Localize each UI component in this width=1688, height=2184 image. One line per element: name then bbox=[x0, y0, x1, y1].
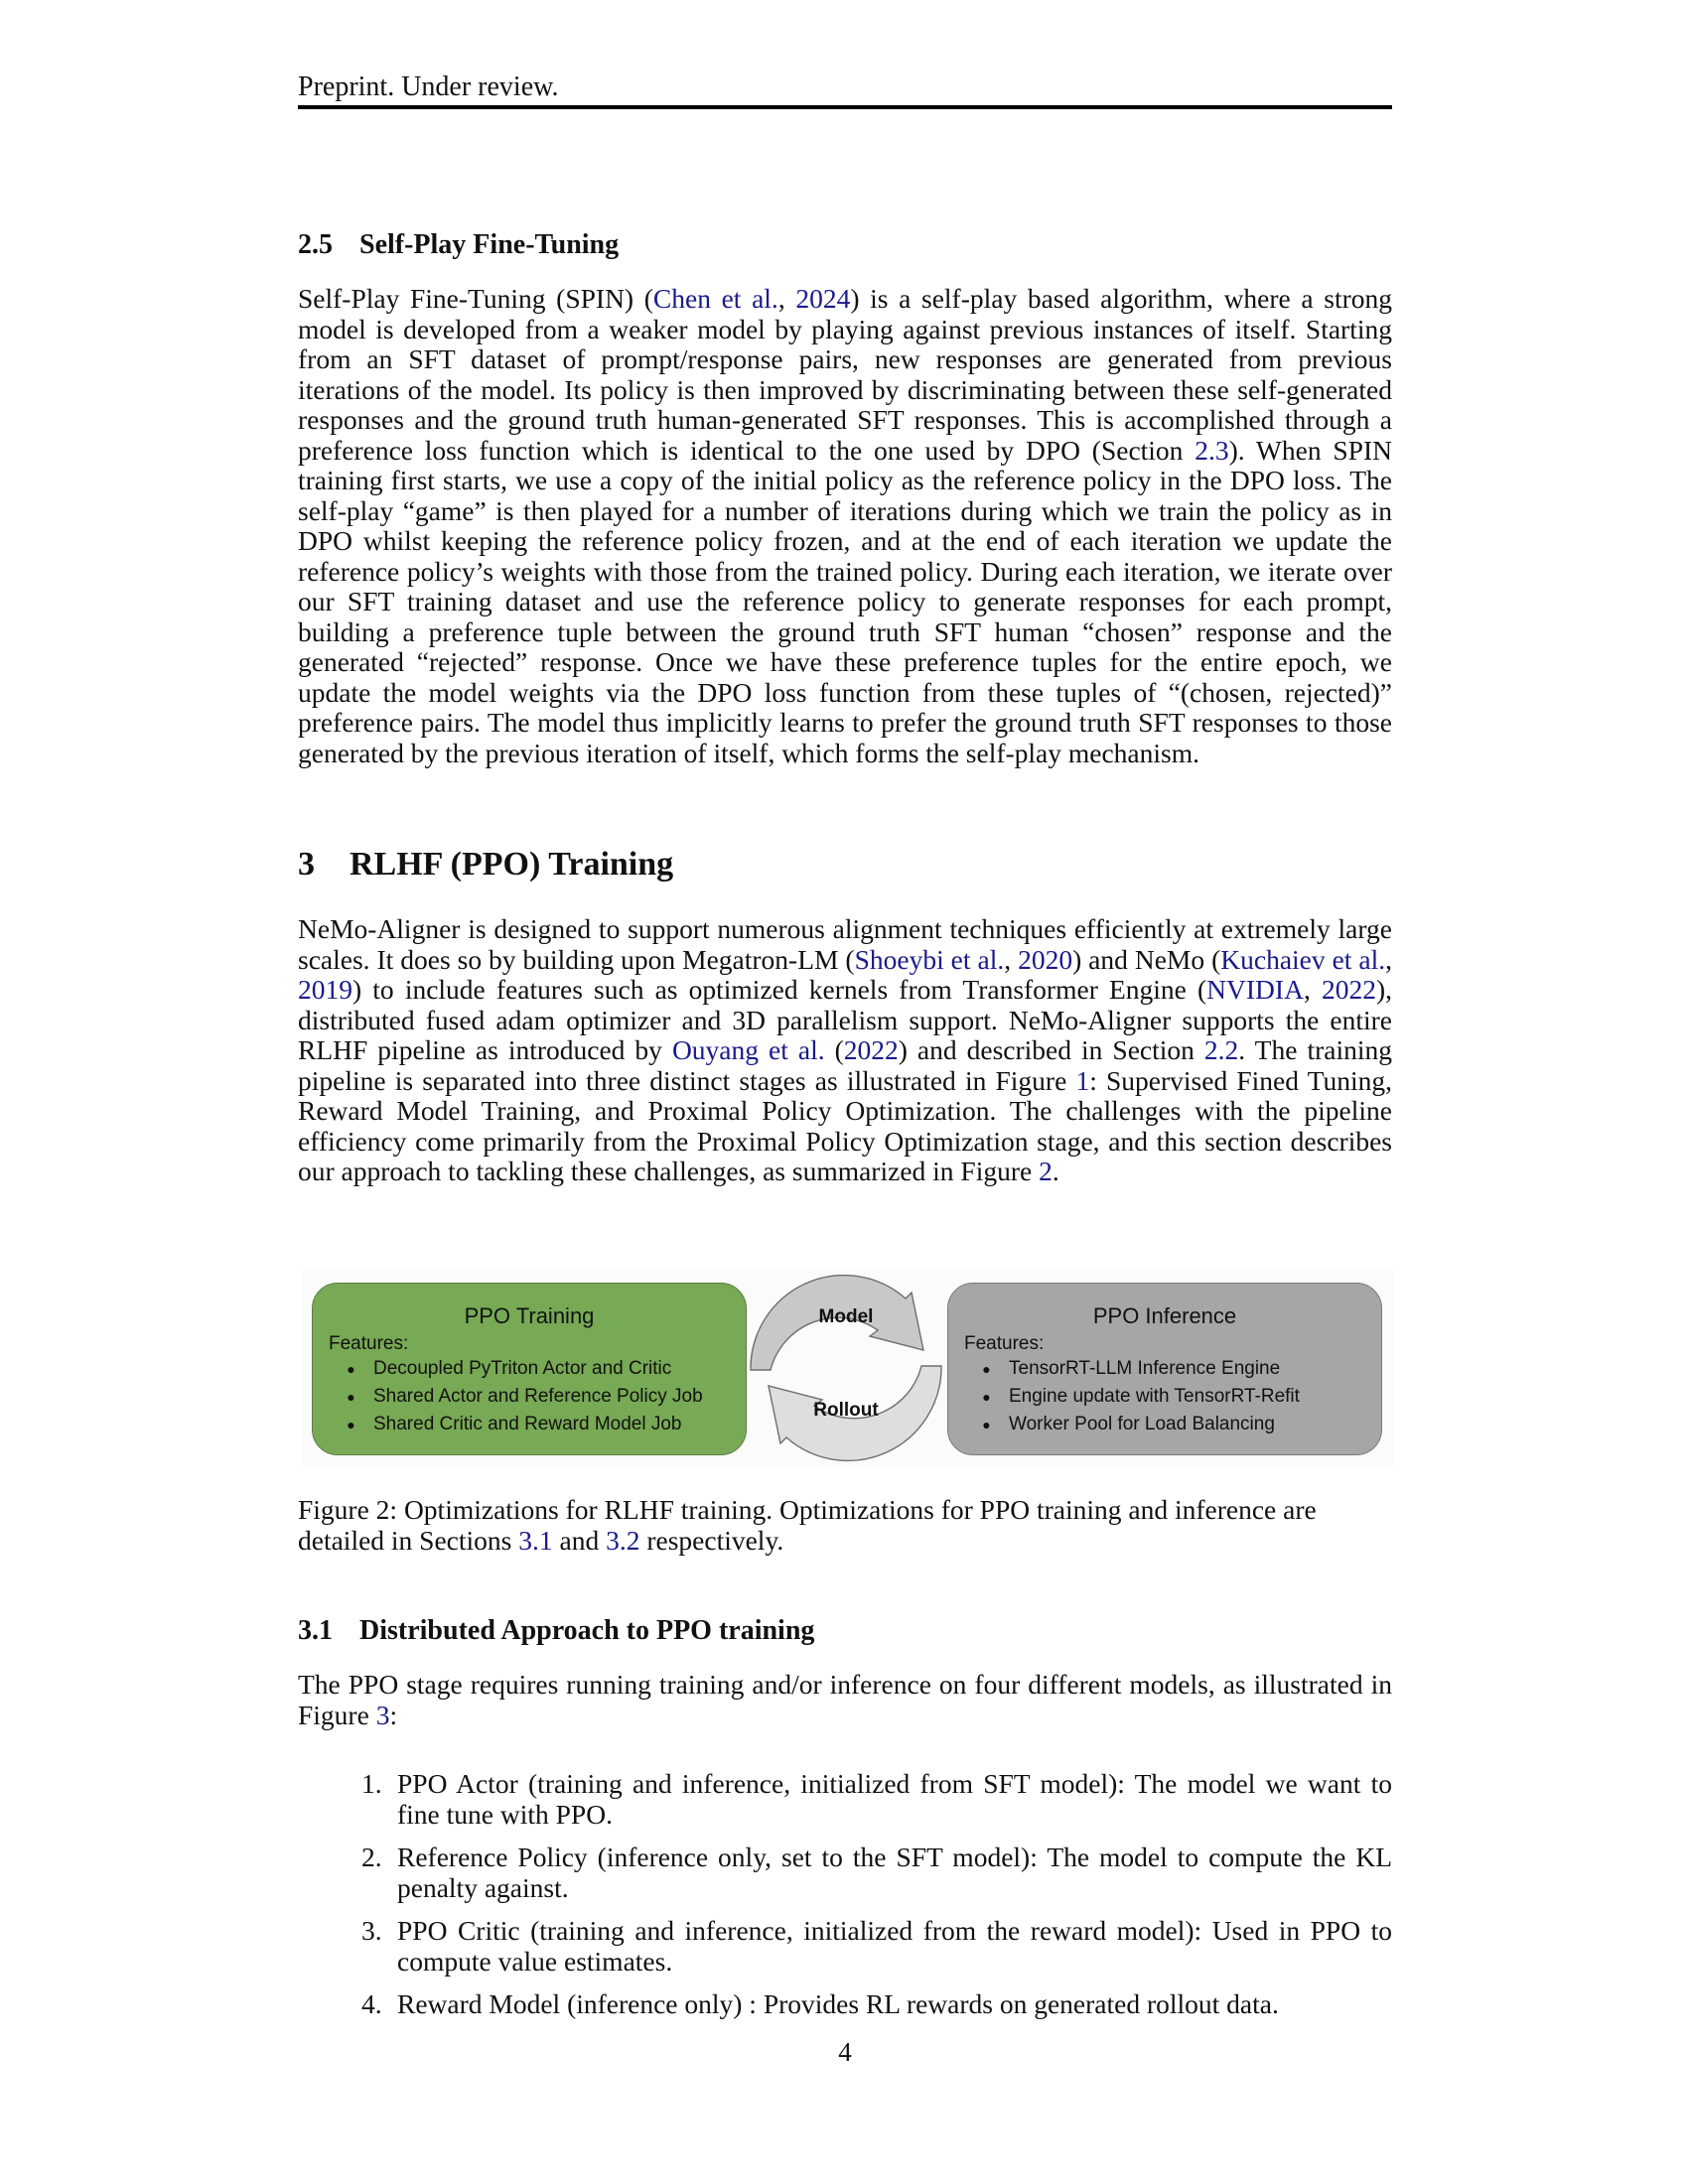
bullet-icon: ● bbox=[347, 1389, 355, 1405]
ppo-training-title: PPO Training bbox=[464, 1303, 595, 1328]
citation-link[interactable]: 2.2 bbox=[1203, 1034, 1239, 1065]
subsection-title: Distributed Approach to PPO training bbox=[359, 1615, 815, 1646]
figure-2-caption: Figure 2: Optimizations for RLHF training. Optimizations for PPO training and inference are detailed in Sections 3.1 and 3.2 respectively. bbox=[298, 1494, 1317, 1556]
citation-link[interactable]: 2022 bbox=[1321, 974, 1376, 1005]
citation-link[interactable]: Chen et al. bbox=[652, 283, 778, 314]
inference-features-list bbox=[964, 1355, 1300, 1438]
subsection-title: Self-Play Fine-Tuning bbox=[359, 229, 620, 260]
list-item: 4. Reward Model (inference only) : Provides RL rewards on generated rollout data. bbox=[361, 1988, 1279, 2019]
model-list bbox=[298, 1769, 1392, 2033]
bullet-icon: ● bbox=[347, 1361, 355, 1377]
citation-link[interactable]: Ouyang et al. bbox=[671, 1034, 825, 1065]
ppo-stage-paragraph: The PPO stage requires running training and/or inference on four different models, as illustrated in Figure 3: bbox=[298, 1669, 1392, 1730]
figure-2-diagram bbox=[302, 1269, 1394, 1467]
model-rollout-cycle bbox=[747, 1271, 945, 1465]
citation-link[interactable]: 2024 bbox=[795, 283, 851, 314]
citation-link[interactable]: 3.1 bbox=[518, 1524, 553, 1556]
page-number: 4 bbox=[838, 2037, 852, 2067]
training-features-list bbox=[329, 1355, 703, 1438]
subsection-number: 2.5 bbox=[298, 229, 333, 260]
list-item: 2. Reference Policy (inference only, set to the SFT model): The model to compute the KL penalty against. bbox=[361, 1842, 1392, 1903]
citation-link[interactable]: Kuchaiev et al. bbox=[1220, 943, 1386, 975]
subsection-heading-2-5 bbox=[298, 228, 619, 262]
list-item: 1. PPO Actor (training and inference, initialized from SFT model): The model we want to fine tune with PPO. bbox=[361, 1768, 1392, 1830]
subsection-number: 3.1 bbox=[298, 1615, 333, 1646]
cycle-arrows-icon bbox=[747, 1271, 945, 1465]
ppo-training-box bbox=[312, 1283, 747, 1455]
citation-link[interactable]: NVIDIA bbox=[1206, 974, 1304, 1005]
citation-link[interactable]: 1 bbox=[1075, 1064, 1090, 1096]
ppo-inference-box bbox=[947, 1283, 1382, 1455]
section-heading-3 bbox=[298, 845, 673, 885]
feature-item: ● Shared Actor and Reference Policy Job bbox=[329, 1383, 703, 1411]
citation-link[interactable]: 2.3 bbox=[1195, 434, 1229, 466]
citation-link[interactable]: 2 bbox=[1039, 1156, 1053, 1186]
citation-link[interactable]: 3.2 bbox=[606, 1524, 640, 1556]
feature-item: ● Shared Critic and Reward Model Job bbox=[329, 1411, 703, 1438]
list-item: 3. PPO Critic (training and inference, initialized from the reward model): Used in PPO to compute value estimates. bbox=[361, 1915, 1392, 1977]
bullet-icon: ● bbox=[982, 1389, 991, 1405]
bullet-icon: ● bbox=[347, 1417, 355, 1433]
section-title: RLHF (PPO) Training bbox=[350, 846, 674, 883]
citation-link[interactable]: Shoeybi et al. bbox=[854, 943, 1005, 975]
feature-item: ● TensorRT-LLM Inference Engine bbox=[964, 1355, 1300, 1383]
feature-item: ● Engine update with TensorRT-Refit bbox=[964, 1383, 1300, 1411]
feature-item: ● Worker Pool for Load Balancing bbox=[964, 1411, 1300, 1438]
ppo-inference-title: PPO Inference bbox=[1092, 1303, 1237, 1328]
citation-link[interactable]: 2020 bbox=[1018, 943, 1073, 975]
feature-item: ● Decoupled PyTriton Actor and Critic bbox=[329, 1355, 703, 1383]
rollout-label: Rollout bbox=[813, 1400, 879, 1421]
running-header: Preprint. Under review. bbox=[298, 71, 559, 102]
spin-paragraph: Self-Play Fine-Tuning (SPIN) (Chen et al., 2024) is a self-play based algorithm, where a strong model is developed from a weaker model by playing against previous instances of itself. Starting from an SFT dataset of prompt/response pairs, new responses are generated from previous iterations of the model. Its policy is then improved by discriminating between these self-generated responses and the ground truth human-generated SFT responses. This is accomplished through a preference loss function which is identical to the one used by DPO (Section 2.3). When SPIN training first starts, we use a copy of the initial policy as the reference policy in the DPO loss. The self-play “game” is then played for a number of iterations during which we train the policy as in DPO whilst keeping the reference policy frozen, and at the end of each iteration we update the reference policy’s weights with those from the trained policy. During each iteration, we iterate over our SFT training dataset and use the reference policy to generate responses for each prompt, building a preference tuple between the ground truth SFT human “chosen” response and the generated “rejected” response. Once we have these preference tuples for the entire epoch, we update the model weights via the DPO loss function from these tuples of “(chosen, rejected)” preference pairs. The model thus implicitly learns to prefer the ground truth SFT responses to those generated by the previous iteration of itself, which forms the self-play mechanism. bbox=[298, 283, 1392, 768]
citation-link[interactable]: 3 bbox=[375, 1699, 390, 1730]
citation-link[interactable]: 2022 bbox=[843, 1034, 899, 1065]
bullet-icon: ● bbox=[982, 1417, 991, 1433]
subsection-heading-3-1 bbox=[298, 1614, 814, 1648]
model-label: Model bbox=[818, 1306, 874, 1327]
citation-link[interactable]: 2019 bbox=[298, 974, 352, 1005]
features-label: Features: bbox=[964, 1333, 1045, 1354]
section-number: 3 bbox=[298, 846, 315, 883]
header-rule bbox=[298, 105, 1392, 109]
rlhf-intro-paragraph: NeMo-Aligner is designed to support numerous alignment techniques efficiently at extremely large scales. It does so by building upon Megatron-LM (Shoeybi et al., 2020) and NeMo (Kuchaiev et al., 2019) to include features such as optimized kernels from Transformer Engine (NVIDIA, 2022), distributed fused adam optimizer and 3D parallelism support. NeMo-Aligner supports the entire RLHF pipeline as introduced by Ouyang et al. (2022) and described in Section 2.2. The training pipeline is separated into three distinct stages as illustrated in Figure 1: Supervised Fined Tuning, Reward Model Training, and Proximal Policy Optimization. The challenges with the pipeline efficiency come primarily from the Proximal Policy Optimization stage, and this section describes our approach to tackling these challenges, as summarized in Figure 2. bbox=[298, 913, 1393, 1186]
features-label: Features: bbox=[329, 1333, 409, 1354]
bullet-icon: ● bbox=[982, 1361, 991, 1377]
